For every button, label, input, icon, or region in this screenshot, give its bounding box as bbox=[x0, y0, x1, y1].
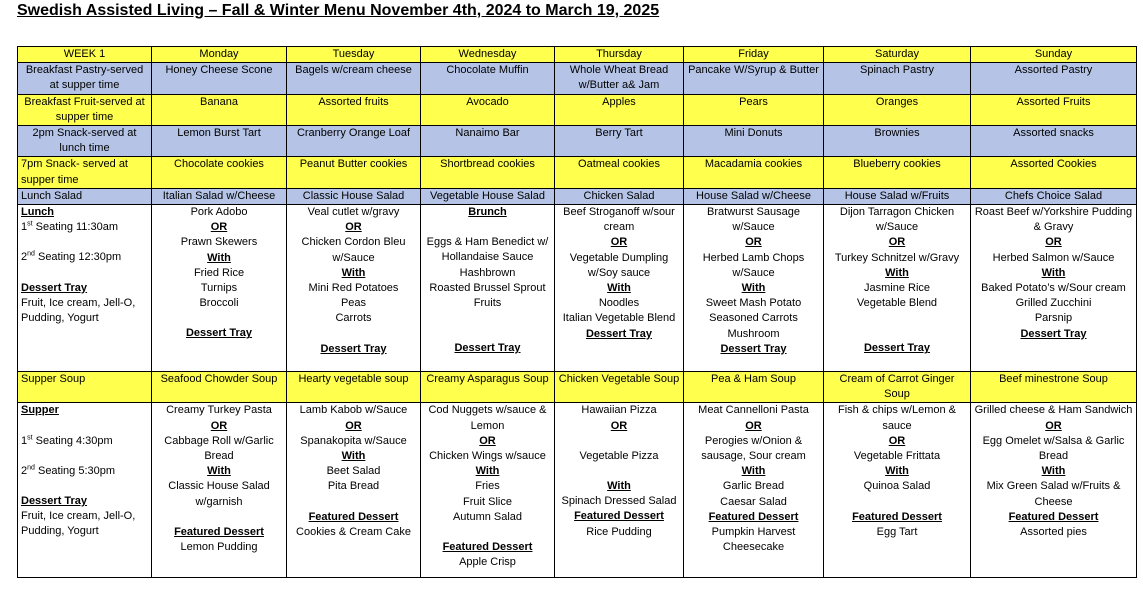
menu-cell: Italian Salad w/Cheese bbox=[152, 188, 287, 204]
header-tuesday: Tuesday bbox=[287, 47, 421, 63]
menu-cell: Lemon Burst Tart bbox=[152, 126, 287, 157]
menu-cell: Cream of Carrot Ginger Soup bbox=[824, 372, 971, 403]
menu-cell: Banana bbox=[152, 94, 287, 125]
menu-cell: Assorted Cookies bbox=[971, 157, 1137, 188]
lunch-tuesday: Veal cutlet w/gravy OR Chicken Cordon Bleu w/Sauce With Mini Red Potatoes Peas Carrots Dessert Tray bbox=[287, 205, 421, 372]
supper-monday: Creamy Turkey Pasta OR Cabbage Roll w/Garlic Bread With Classic House Salad w/garnish Featured Dessert Lemon Pudding bbox=[152, 403, 287, 578]
lunch-wednesday: Brunch Eggs & Ham Benedict w/ Hollandaise Sauce Hashbrown Roasted Brussel Sprout Fruits Dessert Tray bbox=[421, 205, 555, 372]
menu-cell: Honey Cheese Scone bbox=[152, 63, 287, 94]
row-label: Lunch Salad bbox=[18, 188, 152, 204]
menu-cell: Chicken Vegetable Soup bbox=[555, 372, 684, 403]
row-label: Breakfast Pastry-served at supper time bbox=[18, 63, 152, 94]
row-label: 7pm Snack- served at supper time bbox=[18, 157, 152, 188]
lunch-salad-row bbox=[18, 188, 1137, 204]
lunch-dessert-items: Fruit, Ice cream, Jell-O, Pudding, Yogurt bbox=[21, 296, 136, 325]
weekly-menu-table bbox=[17, 46, 1137, 578]
row-label: 2pm Snack-served at lunch time bbox=[18, 126, 152, 157]
menu-cell: Macadamia cookies bbox=[684, 157, 824, 188]
menu-cell: Chefs Choice Salad bbox=[971, 188, 1137, 204]
supper-label-cell bbox=[18, 403, 152, 578]
lunch-saturday: Dijon Tarragon Chicken w/Sauce OR Turkey Schnitzel w/Gravy With Jasmine Rice Vegetable Blend Dessert Tray bbox=[824, 205, 971, 372]
header-sunday: Sunday bbox=[971, 47, 1137, 63]
menu-cell: Shortbread cookies bbox=[421, 157, 555, 188]
breakfast-fruit-row bbox=[18, 94, 1137, 125]
menu-cell: Chocolate Muffin bbox=[421, 63, 555, 94]
menu-cell: Bagels w/cream cheese bbox=[287, 63, 421, 94]
lunch-friday: Bratwurst Sausage w/Sauce OR Herbed Lamb Chops w/Sauce With Sweet Mash Potato Seasoned Carrots Mushroom Dessert Tray bbox=[684, 205, 824, 372]
lunch-thursday: Beef Stroganoff w/sour cream OR Vegetable Dumpling w/Soy sauce With Noodles Italian Vegetable Blend Dessert Tray bbox=[555, 205, 684, 372]
lunch-monday: Pork Adobo OR Prawn Skewers With Fried Rice Turnips Broccoli Dessert Tray bbox=[152, 205, 287, 372]
supper-saturday: Fish & chips w/Lemon & sauce OR Vegetable Frittata With Quinoa Salad Featured Dessert Egg Tart bbox=[824, 403, 971, 578]
menu-cell: Spinach Pastry bbox=[824, 63, 971, 94]
menu-cell: Classic House Salad bbox=[287, 188, 421, 204]
supper-friday: Meat Cannelloni Pasta OR Perogies w/Onion & sausage, Sour cream With Garlic Bread Caesar Salad Featured Dessert Pumpkin Harvest Cheesecake bbox=[684, 403, 824, 578]
header-saturday: Saturday bbox=[824, 47, 971, 63]
menu-cell: Nanaimo Bar bbox=[421, 126, 555, 157]
row-label: Supper Soup bbox=[18, 372, 152, 403]
menu-cell: Apples bbox=[555, 94, 684, 125]
header-thursday: Thursday bbox=[555, 47, 684, 63]
supper-seating-1: 1st Seating 4:30pm bbox=[21, 433, 113, 447]
menu-cell: Chicken Salad bbox=[555, 188, 684, 204]
menu-cell: Vegetable House Salad bbox=[421, 188, 555, 204]
header-friday: Friday bbox=[684, 47, 824, 63]
header-week: WEEK 1 bbox=[18, 47, 152, 63]
menu-cell: Blueberry cookies bbox=[824, 157, 971, 188]
lunch-title: Lunch bbox=[21, 206, 54, 219]
header-monday: Monday bbox=[152, 47, 287, 63]
menu-cell: House Salad w/Fruits bbox=[824, 188, 971, 204]
supper-title: Supper bbox=[21, 404, 59, 417]
menu-cell: Assorted fruits bbox=[287, 94, 421, 125]
menu-cell: Pea & Ham Soup bbox=[684, 372, 824, 403]
header-wednesday: Wednesday bbox=[421, 47, 555, 63]
supper-sunday: Grilled cheese & Ham Sandwich OR Egg Omelet w/Salsa & Garlic Bread With Mix Green Salad w/Fruits & Cheese Featured Dessert Assorted pies bbox=[971, 403, 1137, 578]
menu-cell: Hearty vegetable soup bbox=[287, 372, 421, 403]
menu-cell: Pancake W/Syrup & Butter bbox=[684, 63, 824, 94]
menu-cell: Mini Donuts bbox=[684, 126, 824, 157]
menu-cell: Seafood Chowder Soup bbox=[152, 372, 287, 403]
menu-cell: Assorted Pastry bbox=[971, 63, 1137, 94]
supper-thursday: Hawaiian Pizza OR Vegetable Pizza With Spinach Dressed Salad Featured Dessert Rice Pudding bbox=[555, 403, 684, 578]
lunch-sunday: Roast Beef w/Yorkshire Pudding & Gravy OR Herbed Salmon w/Sauce With Baked Potato’s w/Sour cream Grilled Zucchini Parsnip Dessert Tray bbox=[971, 205, 1137, 372]
menu-cell: Creamy Asparagus Soup bbox=[421, 372, 555, 403]
lunch-seating-2: 2nd Seating 12:30pm bbox=[21, 250, 122, 264]
menu-cell: Whole Wheat Bread w/Butter a& Jam bbox=[555, 63, 684, 94]
supper-wednesday: Cod Nuggets w/sauce & Lemon OR Chicken Wings w/sauce With Fries Fruit Slice Autumn Salad Featured Dessert Apple Crisp bbox=[421, 403, 555, 578]
supper-dessert-title: Dessert Tray bbox=[21, 495, 88, 508]
menu-cell: Oatmeal cookies bbox=[555, 157, 684, 188]
menu-cell: Beef minestrone Soup bbox=[971, 372, 1137, 403]
breakfast-pastry-row bbox=[18, 63, 1137, 94]
lunch-dessert-title: Dessert Tray bbox=[21, 281, 88, 294]
lunch-seating-1: 1st Seating 11:30am bbox=[21, 220, 118, 234]
menu-cell: Assorted Fruits bbox=[971, 94, 1137, 125]
supper-row bbox=[18, 403, 1137, 578]
supper-soup-row bbox=[18, 372, 1137, 403]
menu-cell: Brownies bbox=[824, 126, 971, 157]
menu-cell: Peanut Butter cookies bbox=[287, 157, 421, 188]
menu-cell: Oranges bbox=[824, 94, 971, 125]
snack-7pm-row bbox=[18, 157, 1137, 188]
menu-cell: House Salad w/Cheese bbox=[684, 188, 824, 204]
row-label: Breakfast Fruit-served at supper time bbox=[18, 94, 152, 125]
header-row bbox=[18, 47, 1137, 63]
menu-cell: Pears bbox=[684, 94, 824, 125]
menu-cell: Cranberry Orange Loaf bbox=[287, 126, 421, 157]
supper-dessert-items: Fruit, Ice cream, Jell-O, Pudding, Yogurt bbox=[21, 510, 136, 538]
menu-cell: Chocolate cookies bbox=[152, 157, 287, 188]
supper-tuesday: Lamb Kabob w/Sauce OR Spanakopita w/Sauce With Beet Salad Pita Bread Featured Dessert Cookies & Cream Cake bbox=[287, 403, 421, 578]
menu-title: Swedish Assisted Living – Fall & Winter Menu November 4th, 2024 to March 19, 2025 bbox=[17, 2, 660, 19]
lunch-row bbox=[18, 205, 1137, 372]
lunch-label-cell bbox=[18, 205, 152, 372]
snack-2pm-row bbox=[18, 126, 1137, 157]
supper-seating-2: 2nd Seating 5:30pm bbox=[21, 464, 116, 477]
menu-cell: Assorted snacks bbox=[971, 126, 1137, 157]
menu-cell: Avocado bbox=[421, 94, 555, 125]
menu-cell: Berry Tart bbox=[555, 126, 684, 157]
